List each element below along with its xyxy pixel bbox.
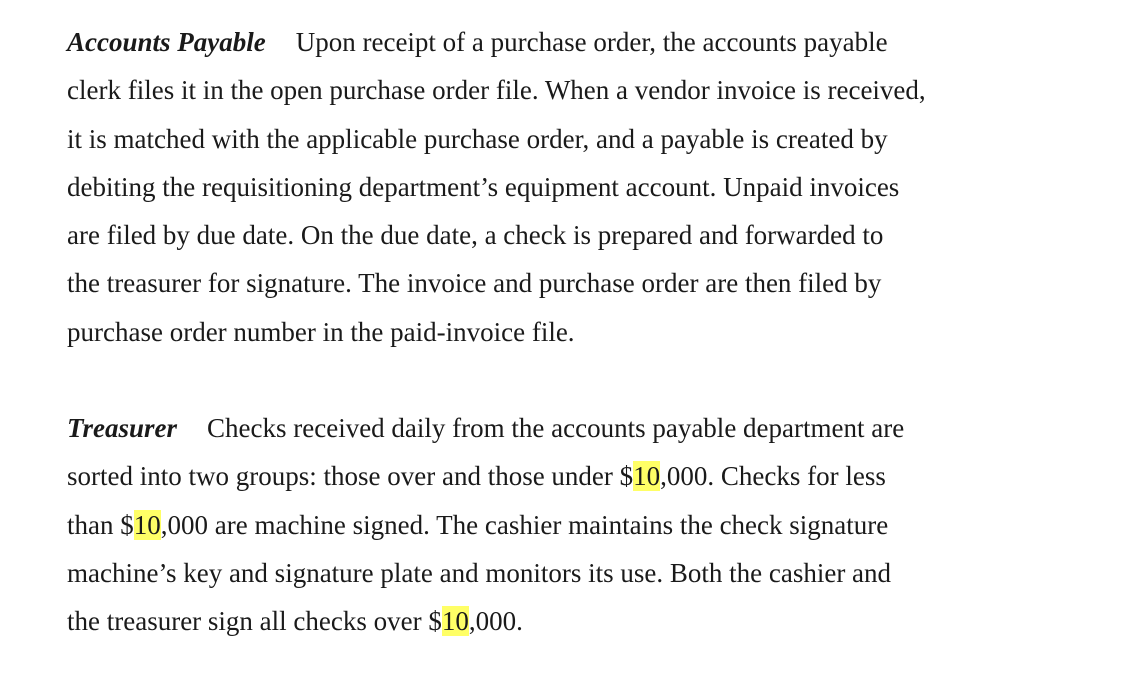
highlighted-text: 10 — [441, 606, 469, 637]
text-run: ,000. Checks for less — [660, 461, 886, 492]
text-line — [67, 66, 1127, 114]
text-line — [67, 452, 1127, 500]
text-run: Checks received daily from the accounts payable department are — [207, 413, 905, 444]
text-run: it is matched with the applicable purchase order, and a payable is created by — [67, 123, 888, 154]
text-line — [67, 259, 1127, 307]
text-line — [67, 597, 1127, 645]
text-run: ,000 are machine signed. The cashier maintains the check signature — [160, 509, 889, 540]
text-run: the treasurer sign all checks over $ — [67, 606, 442, 637]
section-heading: Accounts Payable — [67, 27, 266, 57]
text-line — [67, 115, 1127, 163]
text-line — [67, 308, 1127, 356]
text-run: the treasurer for signature. The invoice and purchase order are then filed by — [67, 268, 882, 299]
highlighted-text: 10 — [633, 461, 661, 492]
highlighted-text: 10 — [133, 509, 161, 540]
text-line — [67, 163, 1127, 211]
paragraph-treasurer — [67, 404, 1127, 645]
text-run: purchase order number in the paid-invoice file. — [67, 316, 575, 347]
paragraph-accounts-payable — [67, 18, 1127, 356]
text-line — [67, 211, 1127, 259]
text-run: machine’s key and signature plate and monitors its use. Both the cashier and — [67, 557, 892, 588]
text-line — [67, 18, 1127, 66]
text-run: than $ — [67, 509, 134, 540]
text-run: are filed by due date. On the due date, a check is prepared and forwarded to — [67, 220, 884, 251]
section-heading: Treasurer — [67, 413, 178, 444]
text-line — [67, 501, 1127, 549]
text-run: sorted into two groups: those over and those under $ — [67, 461, 634, 492]
text-run: ,000. — [468, 606, 523, 637]
document-body — [67, 18, 1127, 646]
text-run: debiting the requisitioning department’s equipment account. Unpaid invoices — [67, 171, 900, 202]
text-line — [67, 404, 1127, 452]
text-run: clerk files it in the open purchase order file. When a vendor invoice is received, — [67, 75, 926, 106]
text-run: Upon receipt of a purchase order, the accounts payable — [295, 27, 888, 57]
text-line — [67, 549, 1127, 597]
